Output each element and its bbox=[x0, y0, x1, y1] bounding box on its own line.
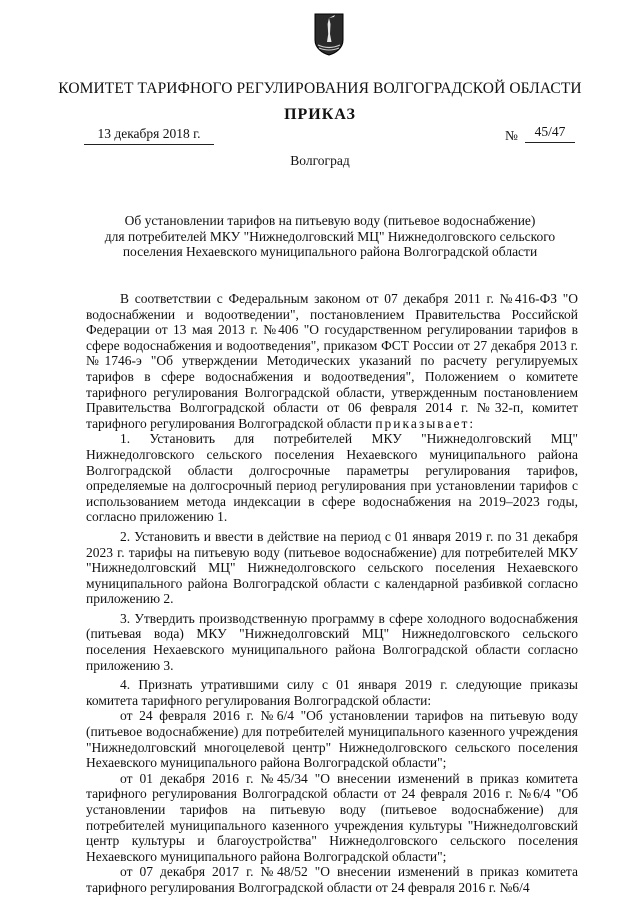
item-4b-paragraph: от 01 декабря 2016 г. №45/34 "О внесении изменений в приказ комитета тарифного регулирования Волгоградской области от 24 февраля 2016 г. №6/4 "Об установлении тарифов на питьевую воду (питьевое водоснабжение) для потребителей муниципального казенного учреждения культуры "Нижнедолговский центр культуры и благоустройства" Нижнедолговского сельского поселения Нехаевского муниципального района Волгоградской области"; bbox=[86, 770, 578, 864]
document-type: ПРИКАЗ bbox=[284, 106, 356, 123]
item-2-paragraph: 2. Установить и ввести в действие на период с 01 января 2019 г. по 31 декабря 2023 г. тарифы на питьевую воду (питьевое водоснабжение) для потребителей МКУ "Нижнедолговский МЦ" Нижнедолговского сельского поселения Нехаевского муниципального района Волгоградской области с календарной разбивкой согласно приложению 2. bbox=[86, 528, 578, 607]
document-number: 45/47 bbox=[525, 124, 575, 143]
preamble-text: В соответствии с Федеральным законом от 07 декабря 2011 г. №416-ФЗ "О водоснабжении и водоотведении", постановлением Правительства Российской Федерации от 13 мая 2013 г. №406 "О государственном регулировании тарифов в сфере водоснабжения и водоотведения", приказом ФСТ России от 27 декабря 2013 г. №1746-э "Об утверждении Методических указаний по расчету регулируемых тарифов в сфере водоснабжения и водоотведения", Положением о комитете тарифного регулирования Волгоградской области, утвержденным постановлением Правительства Волгоградской области от 06 февраля 2014 г. №32-п, комитет тарифного регулирования Волгоградской области bbox=[86, 291, 578, 431]
item-4-paragraph: 4. Признать утратившими силу с 01 января 2019 г. следующие приказы комитета тарифного регулирования Волгоградской области: bbox=[86, 677, 578, 708]
document-city: Волгоград bbox=[290, 153, 350, 168]
subject-line: поселения Нехаевского муниципального района Волгоградской области bbox=[122, 244, 538, 259]
preamble-paragraph bbox=[86, 291, 578, 431]
document-body bbox=[86, 291, 578, 896]
volgograd-coat-of-arms-icon bbox=[313, 12, 345, 56]
item-1-paragraph: 1. Установить для потребителей МКУ "Нижнедолговский МЦ" Нижнедолговского сельского поселения Нехаевского муниципального района Волгоградской области долгосрочные параметры регулирования тарифов, определяемые на долгосрочный период регулирования при установлении тарифов с использованием метода индексации в сфере водоснабжения на 2019–2023 годы, согласно приложению 1. bbox=[86, 431, 578, 525]
document-date: 13 декабря 2018 г. bbox=[84, 126, 214, 145]
item-4c-paragraph: от 07 декабря 2017 г. №48/52 "О внесении изменений в приказ комитета тарифного регулирования Волгоградской области от 24 февраля 2016 г. №6/4 bbox=[86, 864, 578, 895]
number-sign: № bbox=[505, 128, 518, 143]
subject-line: Об установлении тарифов на питьевую воду (питьевое водоснабжение) bbox=[124, 213, 536, 228]
prikazyvaet-text: приказывает: bbox=[375, 415, 476, 431]
document-subject bbox=[80, 213, 580, 260]
organization-name: КОМИТЕТ ТАРИФНОГО РЕГУЛИРОВАНИЯ ВОЛГОГРАДСКОЙ ОБЛАСТИ bbox=[58, 80, 582, 97]
item-3-paragraph: 3. Утвердить производственную программу в сфере холодного водоснабжения (питьевая вода) МКУ "Нижнедолговский МЦ" Нижнедолговского сельского поселения Нехаевского муниципального района Волгоградской области согласно приложению 3. bbox=[86, 610, 578, 673]
subject-line: для потребителей МКУ "Нижнедолговский МЦ" Нижнедолговского сельского bbox=[104, 228, 556, 244]
item-4a-paragraph: от 24 февраля 2016 г. №6/4 "Об установлении тарифов на питьевую воду (питьевое водоснабжение) для потребителей муниципального казенного учреждения "Нижнедолговский многоцелевой центр" Нижнедолговского сельского поселения Нехаевского муниципального района Волгоградской области"; bbox=[86, 708, 578, 771]
